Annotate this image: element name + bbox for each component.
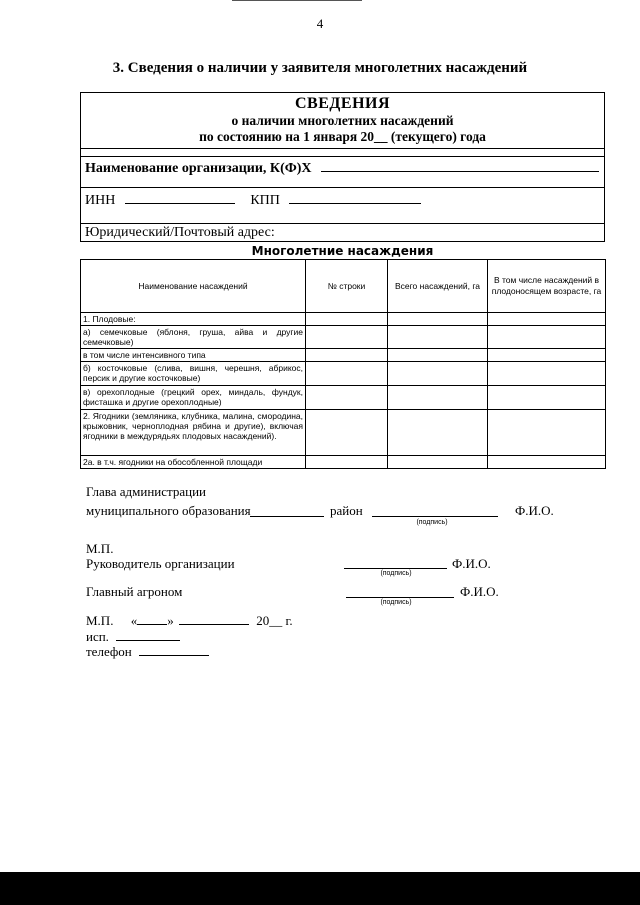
total-area-cell[interactable] — [388, 386, 488, 410]
plantings-table — [80, 259, 606, 469]
date-open-quote: « — [130, 613, 138, 628]
org-head-signature-line[interactable] — [344, 568, 447, 569]
table-row — [81, 362, 606, 386]
total-area-cell[interactable] — [388, 456, 488, 469]
fio-label: Ф.И.О. — [452, 556, 491, 571]
row-number-cell[interactable] — [306, 313, 388, 326]
date-close-quote: » — [167, 613, 174, 628]
fruiting-area-cell[interactable] — [488, 456, 606, 469]
municipality-label: муниципального образования — [86, 503, 251, 518]
inn-label: ИНН — [85, 193, 116, 208]
total-area-cell[interactable] — [388, 362, 488, 386]
district-label: район — [330, 503, 363, 518]
section-title: 3. Сведения о наличии у заявителя многолетних насаждений — [112, 60, 528, 76]
row-label: 2. Ягодники (земляника, клубника, малина, смородина, крыжовник, черноплодная рябина и другие), включая ягодники в междурядьях плодовых насаждений). — [81, 410, 306, 456]
table-row — [81, 349, 606, 362]
org-name-field[interactable] — [85, 159, 599, 177]
phone-line[interactable] — [139, 645, 209, 656]
fruiting-area-cell[interactable] — [488, 313, 606, 326]
page-number: 4 — [316, 16, 324, 31]
form-subtitle-2: по состоянию на 1 января 20__ (текущего) года — [199, 129, 486, 144]
year-label: 20__ г. — [256, 613, 293, 628]
fruiting-area-cell[interactable] — [488, 410, 606, 456]
total-area-cell[interactable] — [388, 410, 488, 456]
row-number-cell[interactable] — [306, 326, 388, 349]
signature-hint: (подпись) — [416, 519, 448, 526]
fio-label: Ф.И.О. — [515, 503, 554, 518]
total-area-cell[interactable] — [388, 349, 488, 362]
row-number-cell[interactable] — [306, 456, 388, 469]
row-number-cell[interactable] — [306, 410, 388, 456]
kpp-line — [289, 191, 421, 204]
info-frame — [80, 92, 605, 242]
row-label: 1. Плодовые: — [81, 313, 306, 326]
scan-bottom-edge — [0, 872, 640, 905]
table-row — [81, 313, 606, 326]
table-row — [81, 386, 606, 410]
column-header: Наименование насаждений — [81, 260, 306, 313]
fruiting-area-cell[interactable] — [488, 386, 606, 410]
column-header: № строки — [306, 260, 388, 313]
fruiting-area-cell[interactable] — [488, 326, 606, 349]
day-line[interactable] — [137, 614, 167, 625]
row-label: в том числе интенсивного типа — [81, 349, 306, 362]
form-subtitle-1: о наличии многолетних насаждений — [231, 113, 454, 128]
org-name-line — [321, 159, 599, 172]
stamp-label: М.П. — [86, 613, 114, 628]
org-name-label: Наименование организации, К(Ф)Х — [85, 161, 312, 176]
signature-hint: (подпись) — [380, 570, 412, 577]
inn-kpp-field[interactable] — [85, 191, 421, 209]
month-line[interactable] — [179, 614, 249, 625]
column-header: В том числе насаждений в плодоносящем возрасте, га — [488, 260, 606, 313]
inn-line — [125, 191, 235, 204]
date-row — [86, 613, 293, 629]
row-number-cell[interactable] — [306, 386, 388, 410]
table-row — [81, 326, 606, 349]
table-row — [81, 410, 606, 456]
address-label[interactable]: Юридический/Почтовый адрес: — [85, 225, 275, 240]
row-label: а) семечковые (яблоня, груша, айва и другие семечковые) — [81, 326, 306, 349]
executor-label: исп. — [86, 629, 109, 644]
top-edge-mark — [232, 0, 362, 3]
executor-row — [86, 629, 180, 645]
fio-label: Ф.И.О. — [460, 584, 499, 599]
fruiting-area-cell[interactable] — [488, 349, 606, 362]
form-title: СВЕДЕНИЯ — [294, 95, 391, 112]
row-label: в) орехоплодные (грецкий орех, миндаль, фундук, фисташка и другие орехоплодные) — [81, 386, 306, 410]
divider — [81, 148, 604, 149]
fruiting-area-cell[interactable] — [488, 362, 606, 386]
municipality-line[interactable] — [250, 516, 324, 517]
table-title: Многолетние насаждения — [251, 244, 434, 258]
total-area-cell[interactable] — [388, 313, 488, 326]
table-row — [81, 456, 606, 469]
divider — [81, 223, 604, 224]
phone-row — [86, 644, 209, 660]
head-admin-label: Глава администрации — [86, 484, 207, 499]
stamp-label: М.П. — [86, 541, 114, 556]
table-header-row — [81, 260, 606, 313]
head-admin-signature-line[interactable] — [372, 516, 498, 517]
phone-label: телефон — [86, 644, 132, 659]
org-head-label: Руководитель организации — [86, 556, 235, 571]
chief-agronomist-label: Главный агроном — [86, 584, 183, 599]
signature-hint: (подпись) — [380, 599, 412, 606]
column-header: Всего насаждений, га — [388, 260, 488, 313]
row-label: 2а. в т.ч. ягодники на обособленной площади — [81, 456, 306, 469]
kpp-label: КПП — [250, 193, 280, 208]
executor-line[interactable] — [116, 630, 180, 641]
agronomist-signature-line[interactable] — [346, 597, 454, 598]
divider — [81, 187, 604, 188]
divider — [81, 156, 604, 157]
row-number-cell[interactable] — [306, 349, 388, 362]
total-area-cell[interactable] — [388, 326, 488, 349]
row-label: б) косточковые (слива, вишня, черешня, абрикос, персик и другие косточковые) — [81, 362, 306, 386]
row-number-cell[interactable] — [306, 362, 388, 386]
